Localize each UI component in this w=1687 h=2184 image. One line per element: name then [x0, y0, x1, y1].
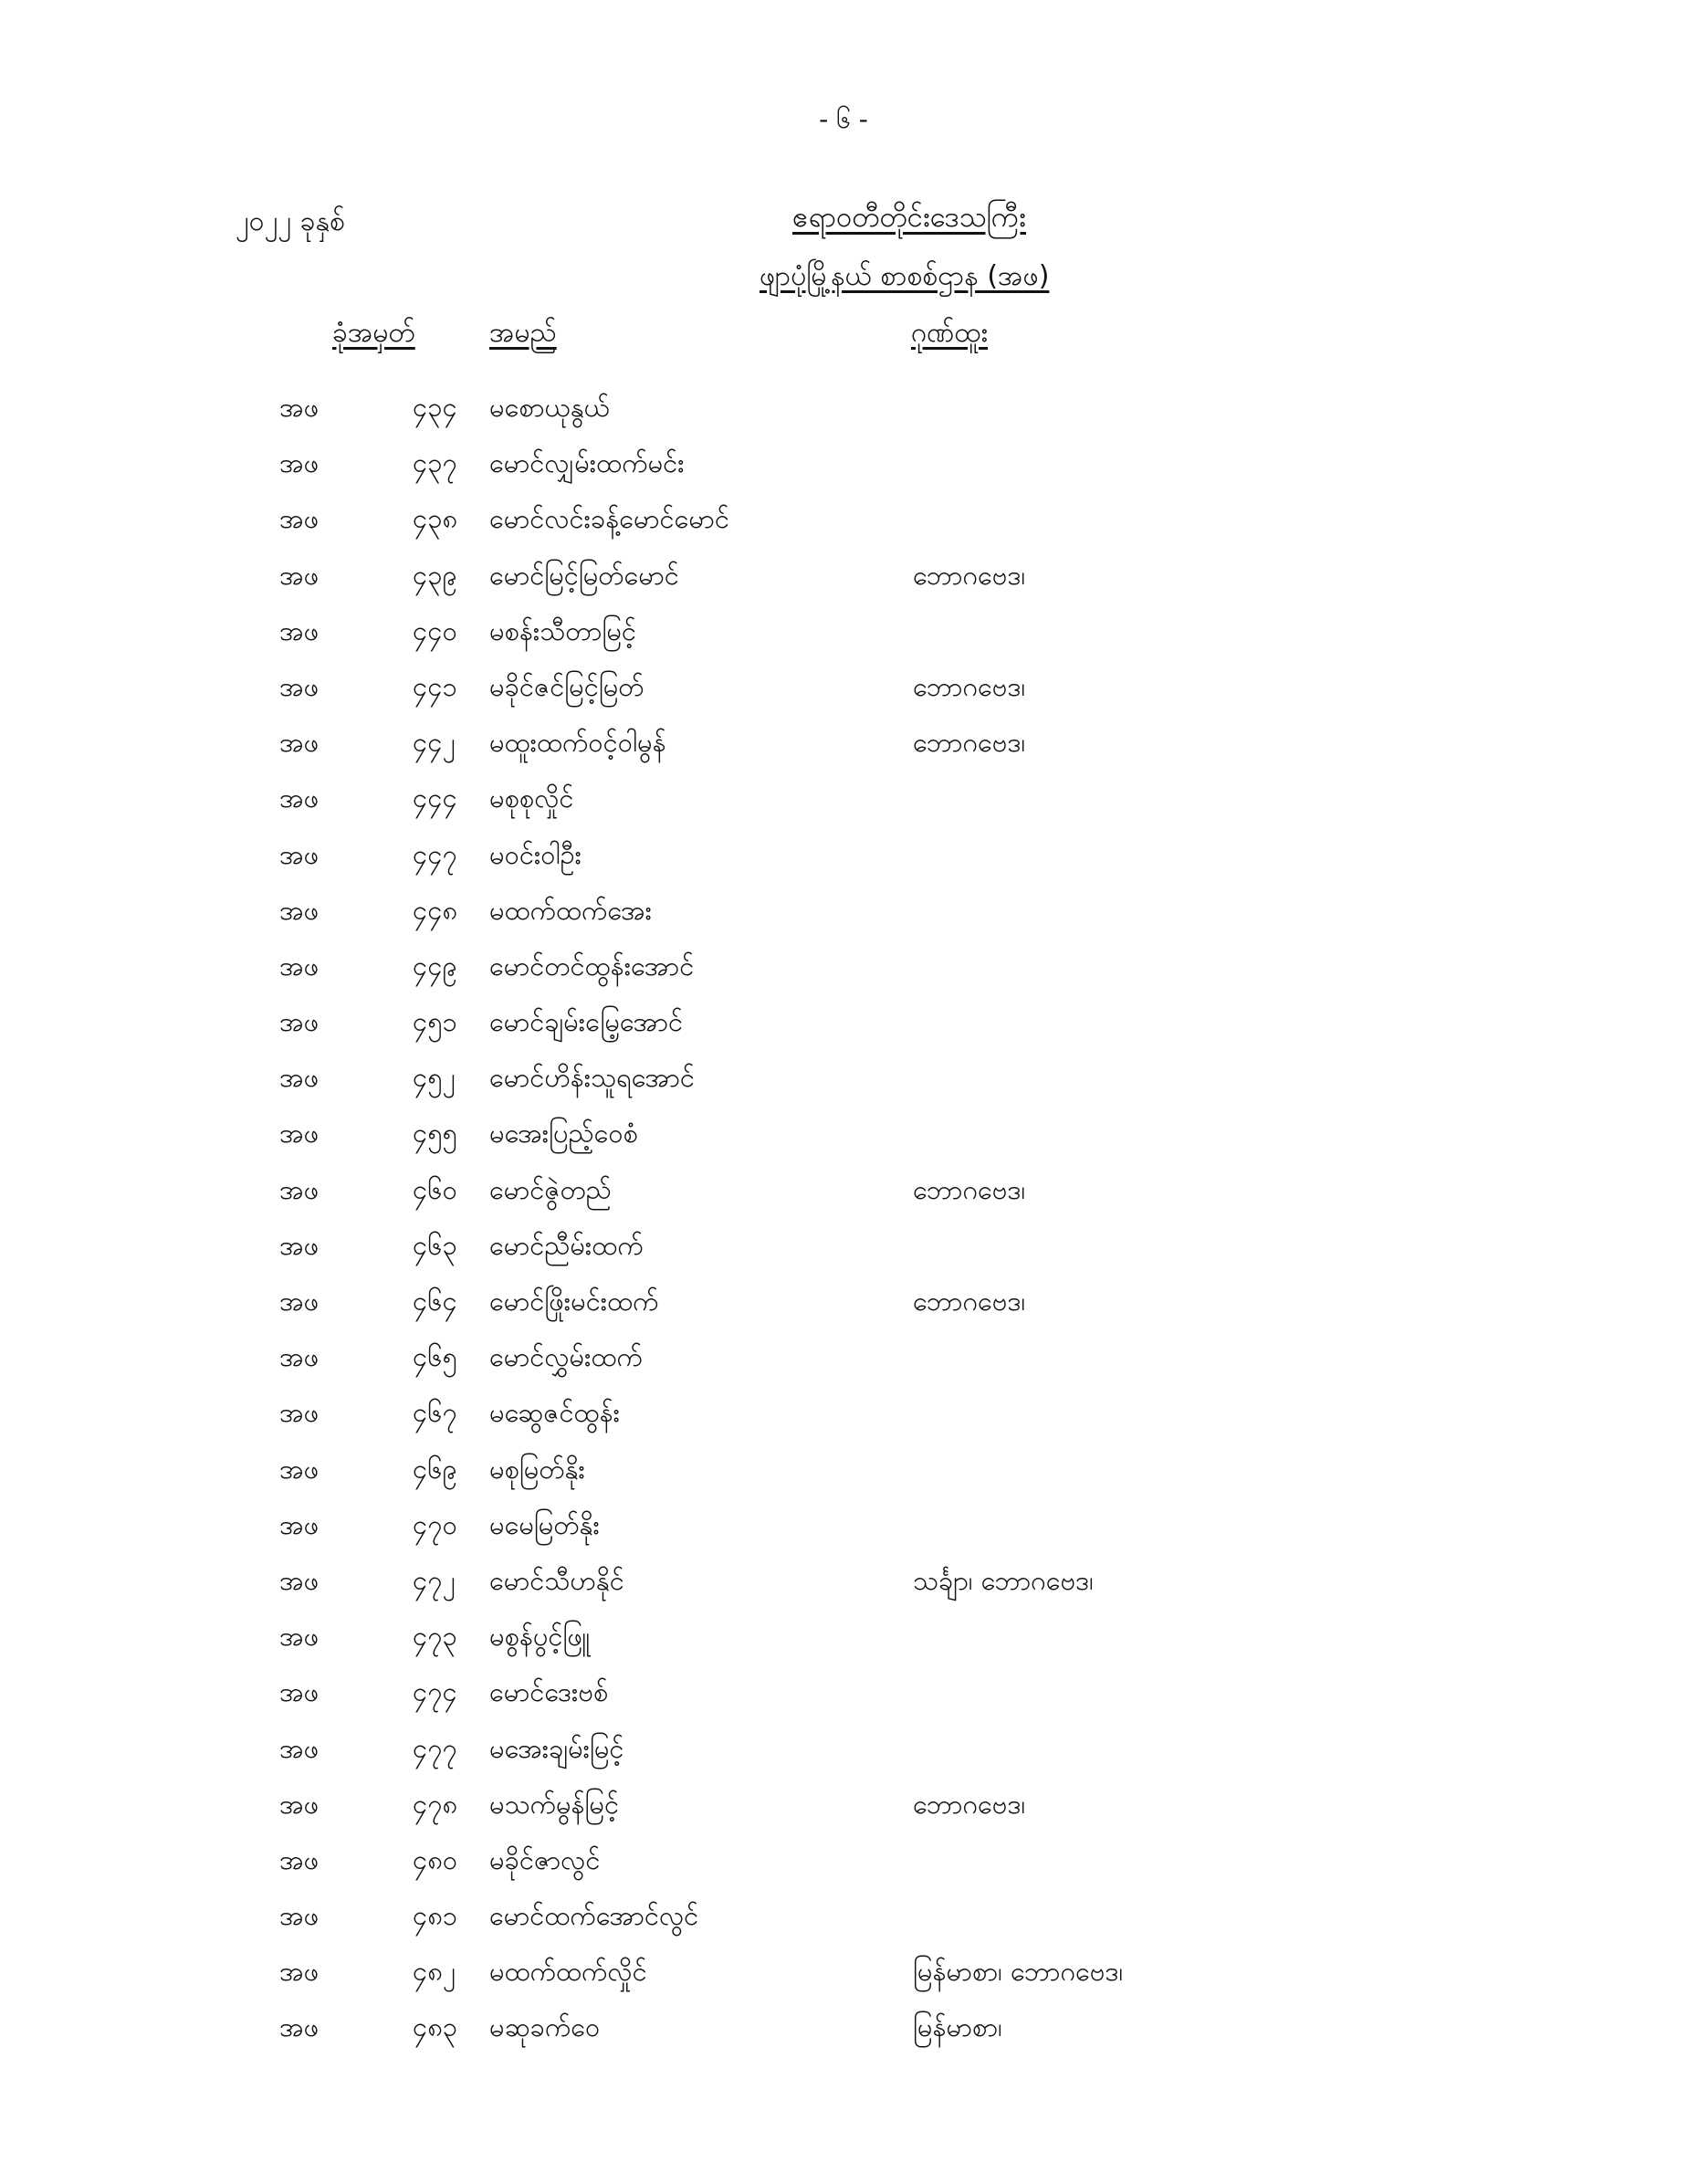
student-name: မောင်သီဟနိုင်: [489, 1564, 624, 1596]
roll-number: ၄၈၁: [413, 1900, 458, 1932]
roll-prefix: အဖ: [279, 727, 320, 759]
roll-number: ၄၆၀: [413, 1173, 457, 1205]
roll-prefix: အဖ: [279, 894, 320, 926]
student-name: မောင်ဇွဲတည်: [489, 1173, 612, 1205]
roll-number: ၄၆၃: [413, 1229, 457, 1261]
roll-number: ၄၈၀: [413, 1843, 458, 1875]
roll-prefix: အဖ: [279, 1397, 320, 1429]
list-item: [0, 446, 1687, 502]
roll-prefix: အဖ: [279, 1173, 320, 1205]
results-list: [0, 391, 1687, 2067]
exam-year: ၂၀၂၂ ခုနှစ်: [236, 205, 345, 237]
roll-number: ၄၇၇: [413, 1732, 457, 1764]
student-name: မဝင်းဝါဦး: [489, 838, 582, 870]
column-header-name: အမည်: [489, 317, 557, 349]
student-name: မောင်မြင့်မြတ်မောင်: [489, 559, 679, 591]
roll-prefix: အဖ: [279, 1006, 320, 1038]
list-item: [0, 1173, 1687, 1229]
roll-prefix: အဖ: [279, 1286, 320, 1317]
list-item: [0, 1340, 1687, 1396]
roll-number: ၄၇၄: [413, 1676, 457, 1708]
distinction-subjects: ဘောဂဗေဒ၊: [913, 1788, 1026, 1820]
roll-prefix: အဖ: [279, 1508, 320, 1540]
student-name: မသက်မွန်မြင့်: [489, 1788, 620, 1820]
distinction-subjects: ဘောဂဗေဒ၊: [913, 670, 1026, 702]
list-item: [0, 1117, 1687, 1172]
roll-number: ၄၄၉: [413, 950, 457, 982]
roll-number: ၄၅၁: [413, 1006, 457, 1038]
list-item: [0, 391, 1687, 446]
list-item: [0, 1732, 1687, 1788]
roll-prefix: အဖ: [279, 782, 320, 814]
list-item: [0, 1453, 1687, 1508]
page-number: - ၆ -: [819, 104, 868, 134]
student-name: မောင်ဟိန်းသူရအောင်: [489, 1062, 696, 1094]
roll-number: ၄၆၉: [413, 1453, 457, 1485]
list-item: [0, 1843, 1687, 1899]
roll-prefix: အဖ: [279, 1453, 320, 1485]
list-item: [0, 502, 1687, 558]
student-name: မစောယုနွယ်: [489, 392, 610, 423]
roll-prefix: အဖ: [279, 1621, 320, 1653]
roll-number: ၄၇၈: [413, 1788, 458, 1820]
distinction-subjects: မြန်မာစာ၊ ဘောဂဗေဒ၊: [913, 1956, 1124, 1988]
roll-prefix: အဖ: [279, 1956, 320, 1988]
roll-prefix: အဖ: [279, 2011, 320, 2043]
distinction-subjects: မြန်မာစာ၊: [913, 2011, 1002, 2043]
list-item: [0, 1564, 1687, 1620]
roll-prefix: အဖ: [279, 670, 320, 702]
roll-number: ၄၃၇: [413, 447, 457, 479]
student-name: မစုမြတ်နိုး: [489, 1453, 585, 1485]
student-name: မထူးထက်ဝင့်ဝါမွန်: [489, 727, 666, 759]
student-name: မအေးချမ်းမြင့်: [489, 1732, 624, 1764]
roll-prefix: အဖ: [279, 503, 320, 535]
list-item: [0, 1285, 1687, 1340]
list-item: [0, 1955, 1687, 2011]
list-item: [0, 1788, 1687, 1843]
student-name: မောင်ဒေးဗစ်: [489, 1676, 609, 1708]
list-item: [0, 1229, 1687, 1285]
list-item: [0, 950, 1687, 1005]
student-name: မောင်လျှမ်းထက်မင်း: [489, 447, 685, 479]
list-item: [0, 894, 1687, 950]
column-header-distinction: ဂုဏ်ထူး: [911, 317, 988, 349]
student-name: မထက်ထက်အေး: [489, 894, 652, 926]
roll-number: ၄၄၈: [413, 894, 458, 926]
roll-number: ၄၃၈: [413, 503, 458, 535]
roll-number: ၄၈၂: [413, 1956, 456, 1988]
roll-number: ၄၃၉: [413, 559, 457, 591]
roll-number: ၄၄၁: [413, 670, 457, 702]
region-title: ဧရာဝတီတိုင်းဒေသကြီး: [792, 201, 1026, 234]
student-name: မောင်ထက်အောင်လွင်: [489, 1900, 699, 1932]
roll-prefix: အဖ: [279, 1788, 320, 1820]
distinction-subjects: ဘောဂဗေဒ၊: [913, 1173, 1026, 1205]
student-name: မအေးပြည့်ဝေစံ: [489, 1118, 638, 1150]
list-item: [0, 1508, 1687, 1564]
student-name: မောင်ချမ်းမြေ့အောင်: [489, 1006, 684, 1038]
list-item: [0, 559, 1687, 614]
student-name: မောင်လွှမ်းထက်: [489, 1341, 643, 1373]
roll-number: ၄၆၇: [413, 1397, 457, 1429]
list-item: [0, 670, 1687, 726]
roll-prefix: အဖ: [279, 1118, 320, 1150]
list-item: [0, 614, 1687, 670]
student-name: မစုစုလှိုင်: [489, 782, 574, 814]
list-item: [0, 2011, 1687, 2066]
roll-prefix: အဖ: [279, 950, 320, 982]
roll-number: ၄၆၄: [413, 1286, 457, 1317]
student-name: မဆွေဇင်ထွန်း: [489, 1397, 620, 1429]
distinction-subjects: သင်္ချာ၊ ဘောဂဗေဒ၊: [913, 1564, 1094, 1596]
roll-prefix: အဖ: [279, 838, 320, 870]
student-name: မောင်တင်ထွန်းအောင်: [489, 950, 695, 982]
list-item: [0, 1396, 1687, 1452]
roll-prefix: အဖ: [279, 392, 320, 423]
roll-number: ၄၄၂: [413, 727, 456, 759]
roll-number: ၄၈၃: [413, 2011, 458, 2043]
list-item: [0, 782, 1687, 837]
roll-number: ၄၃၄: [413, 392, 457, 423]
roll-number: ၄၄၀: [413, 614, 457, 646]
distinction-subjects: ဘောဂဗေဒ၊: [913, 559, 1026, 591]
roll-prefix: အဖ: [279, 1341, 320, 1373]
list-item: [0, 1675, 1687, 1731]
roll-prefix: အဖ: [279, 1229, 320, 1261]
student-name: မခိုင်ဇာလွင်: [489, 1843, 601, 1875]
roll-prefix: အဖ: [279, 1900, 320, 1932]
roll-number: ၄၆၅: [413, 1341, 457, 1373]
roll-number: ၄၅၅: [413, 1118, 457, 1150]
roll-number: ၄၅၂: [413, 1062, 456, 1094]
roll-number: ၄၇၀: [413, 1508, 457, 1540]
list-item: [0, 1061, 1687, 1117]
roll-prefix: အဖ: [279, 614, 320, 646]
student-name: မောင်ဖြိုးမင်းထက်: [489, 1286, 659, 1317]
student-name: မထက်ထက်လှိုင်: [489, 1956, 647, 1988]
roll-number: ၄၄၇: [413, 838, 457, 870]
column-header-roll-number: ခုံအမှတ်: [332, 317, 415, 349]
roll-prefix: အဖ: [279, 1843, 320, 1875]
student-name: မစန်းသီတာမြင့်: [489, 614, 636, 646]
list-item: [0, 838, 1687, 894]
student-name: မမေမြတ်နိုး: [489, 1508, 600, 1540]
student-name: မောင်လင်းခန့်မောင်မောင်: [489, 503, 729, 535]
roll-prefix: အဖ: [279, 1062, 320, 1094]
student-name: မဆုခက်ဝေ: [489, 2011, 601, 2043]
roll-number: ၄၇၂: [413, 1564, 456, 1596]
exam-center-title: ဖျာပုံမြို့နယ် စာစစ်ဌာန (အဖ): [760, 260, 1050, 292]
roll-prefix: အဖ: [279, 1676, 320, 1708]
roll-prefix: အဖ: [279, 447, 320, 479]
list-item: [0, 726, 1687, 782]
student-name: မခိုင်ဇင်မြင့်မြတ်: [489, 670, 644, 702]
student-name: မောင်ညီမ်းထက်: [489, 1229, 644, 1261]
roll-number: ၄၄၄: [413, 782, 457, 814]
list-item: [0, 1005, 1687, 1061]
student-name: မစွန်ပွင့်ဖြူ: [489, 1621, 591, 1653]
distinction-subjects: ဘောဂဗေဒ၊: [913, 1286, 1026, 1317]
roll-prefix: အဖ: [279, 1732, 320, 1764]
list-item: [0, 1899, 1687, 1955]
distinction-subjects: ဘောဂဗေဒ၊: [913, 727, 1026, 759]
roll-prefix: အဖ: [279, 1564, 320, 1596]
roll-prefix: အဖ: [279, 559, 320, 591]
list-item: [0, 1620, 1687, 1675]
roll-number: ၄၇၃: [413, 1621, 457, 1653]
